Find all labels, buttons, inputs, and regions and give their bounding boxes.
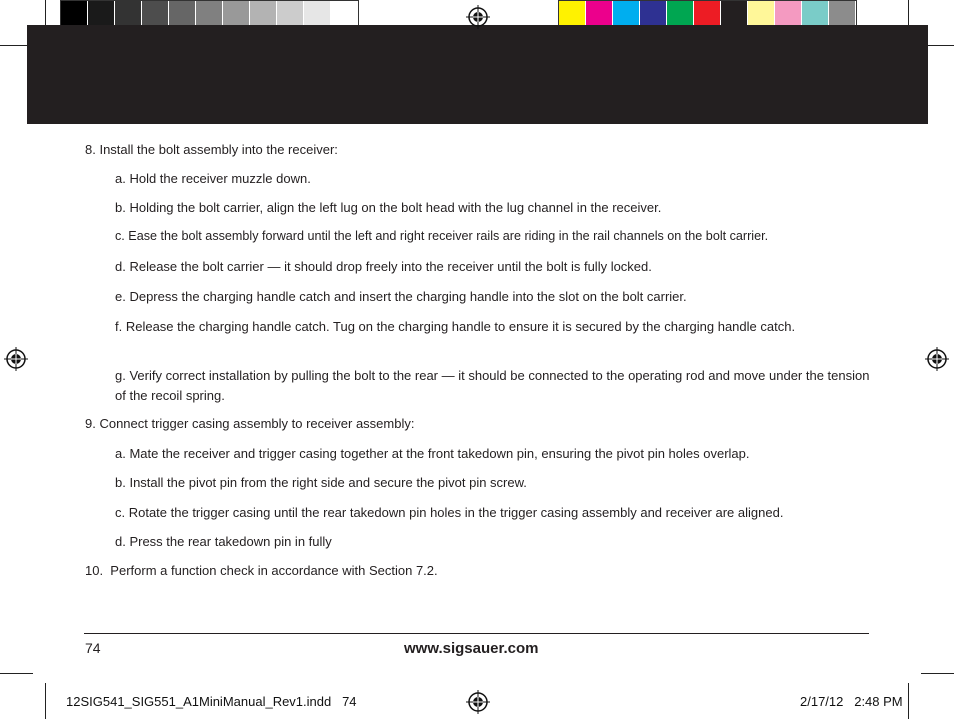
registration-mark-icon: [466, 690, 490, 714]
step-9d: d. Press the rear takedown pin in fully: [115, 534, 332, 549]
website-url: www.sigsauer.com: [404, 640, 539, 657]
page-number: 74: [85, 640, 101, 656]
step-8a: a. Hold the receiver muzzle down.: [115, 171, 311, 186]
registration-mark-icon: [925, 347, 949, 371]
step-8d: d. Release the bolt carrier — it should drop freely into the receiver until the bolt is fully locked.: [115, 259, 652, 274]
step-8g: g. Verify correct installation by pulling the bolt to the rear — it should be connected to the operating rod and move under the tension of the recoil spring.: [115, 368, 870, 403]
step-8b: b. Holding the bolt carrier, align the left lug on the bolt head with the lug channel in the receiver.: [115, 200, 662, 215]
step-9a: a. Mate the receiver and trigger casing together at the front takedown pin, ensuring the pivot pin holes overlap.: [115, 446, 750, 461]
slug-date-time: 2/17/12 2:48 PM: [800, 694, 903, 709]
step-10: 10. Perform a function check in accordance with Section 7.2.: [85, 563, 438, 578]
registration-mark-icon: [466, 5, 490, 29]
crop-mark: [45, 683, 46, 719]
step-8c: c. Ease the bolt assembly forward until the left and right receiver rails are riding in the rail channels on the bolt carrier.: [115, 229, 769, 243]
header-band: [27, 25, 928, 124]
step-9-heading: 9. Connect trigger casing assembly to receiver assembly:: [85, 416, 415, 431]
step-8e: e. Depress the charging handle catch and insert the charging handle into the slot on the bolt carrier.: [115, 289, 687, 304]
step-8f: f. Release the charging handle catch. Tug on the charging handle to ensure it is secured by the charging handle catch.: [115, 319, 796, 334]
step-8-heading: 8. Install the bolt assembly into the receiver:: [85, 142, 338, 157]
footer-rule: [84, 633, 869, 634]
crop-mark: [908, 683, 909, 719]
step-9c: c. Rotate the trigger casing until the rear takedown pin holes in the trigger casing assembly and receiver are aligned.: [115, 505, 784, 520]
registration-mark-icon: [4, 347, 28, 371]
slug-file-name: 12SIG541_SIG551_A1MiniManual_Rev1.indd 74: [66, 694, 357, 709]
step-9b: b. Install the pivot pin from the right side and secure the pivot pin screw.: [115, 475, 527, 490]
crop-mark: [0, 673, 33, 674]
crop-mark: [921, 673, 954, 674]
